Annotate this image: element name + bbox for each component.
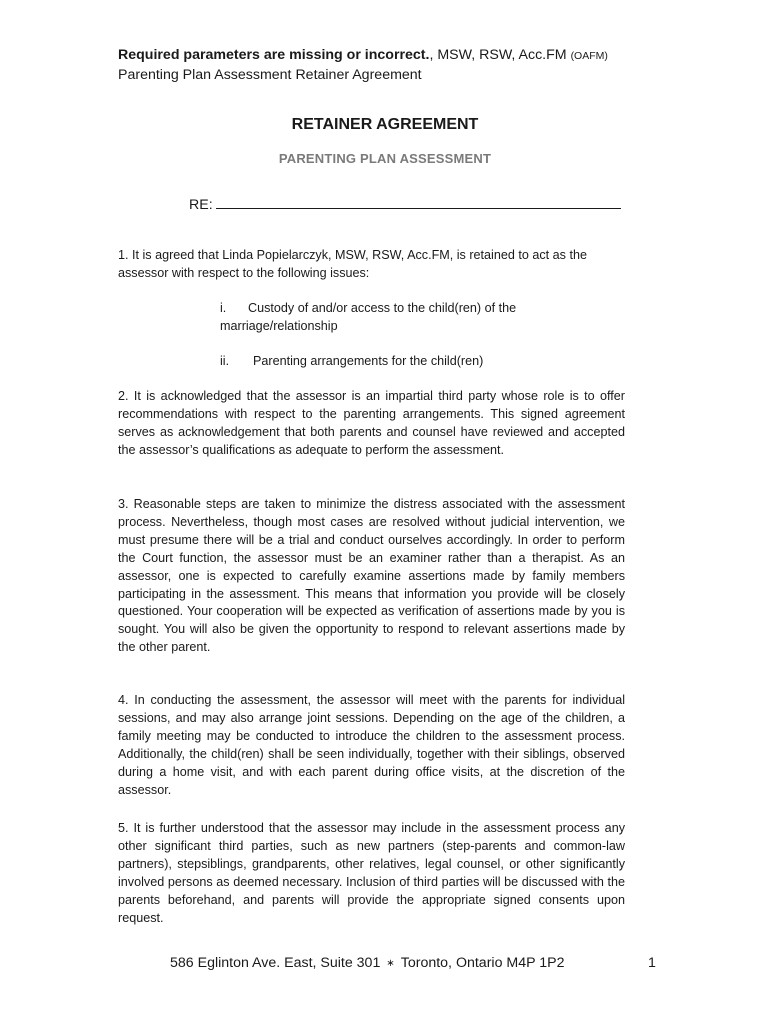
footer-separator: ∗ bbox=[386, 957, 395, 969]
page-header bbox=[118, 46, 678, 85]
footer-address: 586 Eglinton Ave. East, Suite 301 bbox=[170, 955, 381, 971]
paragraph-3: 3. Reasonable steps are taken to minimize the distress associated with the assessment process. Nevertheless, though most cases are resolved without judicial intervention, we must presume there will be a trial and conduct ourselves accordingly. In order to perform the Court function, the assessor must be an examiner rather than a therapist. As an assessor, one is expected to carefully examine assertions made by family members participating in the assessment. This means that information you provide will be closely questioned. Your cooperation will be expected as verification of assertions made by you is sought. You will also be given the opportunity to respond to relevant assertions made by the other parent. bbox=[118, 497, 625, 655]
paragraph-4: 4. In conducting the assessment, the assessor will meet with the parents for individual sessions, and may also arrange joint sessions. Depending on the age of the children, a family meeting may be conducted to introduce the children to the assessment process. Additionally, the child(ren) shall be seen individually, together with their siblings, observed during a home visit, and with each parent during office visits, at the discretion of the assessor. bbox=[118, 693, 625, 797]
list-item bbox=[220, 353, 550, 371]
re-label: RE: bbox=[189, 197, 213, 213]
document-title: RETAINER AGREEMENT bbox=[291, 116, 479, 133]
list-item-text: Custody of and/or access to the child(ren) of the marriage/relationship bbox=[220, 301, 517, 333]
page-footer bbox=[170, 955, 565, 971]
page-number: 1 bbox=[648, 955, 656, 971]
paragraph-1: 1. It is agreed that Linda Popielarczyk, MSW, RSW, Acc.FM, is retained to act as the assessor with respect to the following issues: bbox=[118, 248, 587, 280]
list-item bbox=[220, 300, 550, 336]
header-line-2: Parenting Plan Assessment Retainer Agreement bbox=[118, 67, 422, 83]
paragraph-5: 5. It is further understood that the assessor may include in the assessment process any other significant third parties, such as new partners (step-parents and common-law partners), stepsiblings, grandparents, other relatives, legal counsel, or other significantly involved persons as deemed necessary. Inclusion of third parties will be discussed with the parents beforehand, and parents will provide the appropriate signed consents upon request. bbox=[118, 821, 625, 925]
re-blank-field[interactable] bbox=[216, 194, 621, 209]
list-item-number: ii. bbox=[220, 354, 230, 368]
document-subtitle: PARENTING PLAN ASSESSMENT bbox=[278, 151, 492, 166]
header-line-1 bbox=[118, 46, 678, 66]
re-line bbox=[189, 194, 621, 213]
credentials-abbrev: (OAFM) bbox=[570, 50, 608, 62]
credentials: , MSW, RSW, Acc.FM bbox=[429, 47, 567, 63]
paragraph-2: 2. It is acknowledged that the assessor is an impartial third party whose role is to offer recommendations with respect to the parenting arrangements. This signed agreement serves as acknowledgement that both parents and counsel have reviewed and accepted the assessor’s qualifications as adequate to perform the assessment. bbox=[118, 389, 625, 457]
footer-city: Toronto, Ontario M4P 1P2 bbox=[400, 955, 565, 971]
list-item-text: Parenting arrangements for the child(ren) bbox=[253, 354, 484, 368]
list-item-number: i. bbox=[220, 301, 227, 315]
error-message: Required parameters are missing or incorrect. bbox=[118, 47, 430, 63]
